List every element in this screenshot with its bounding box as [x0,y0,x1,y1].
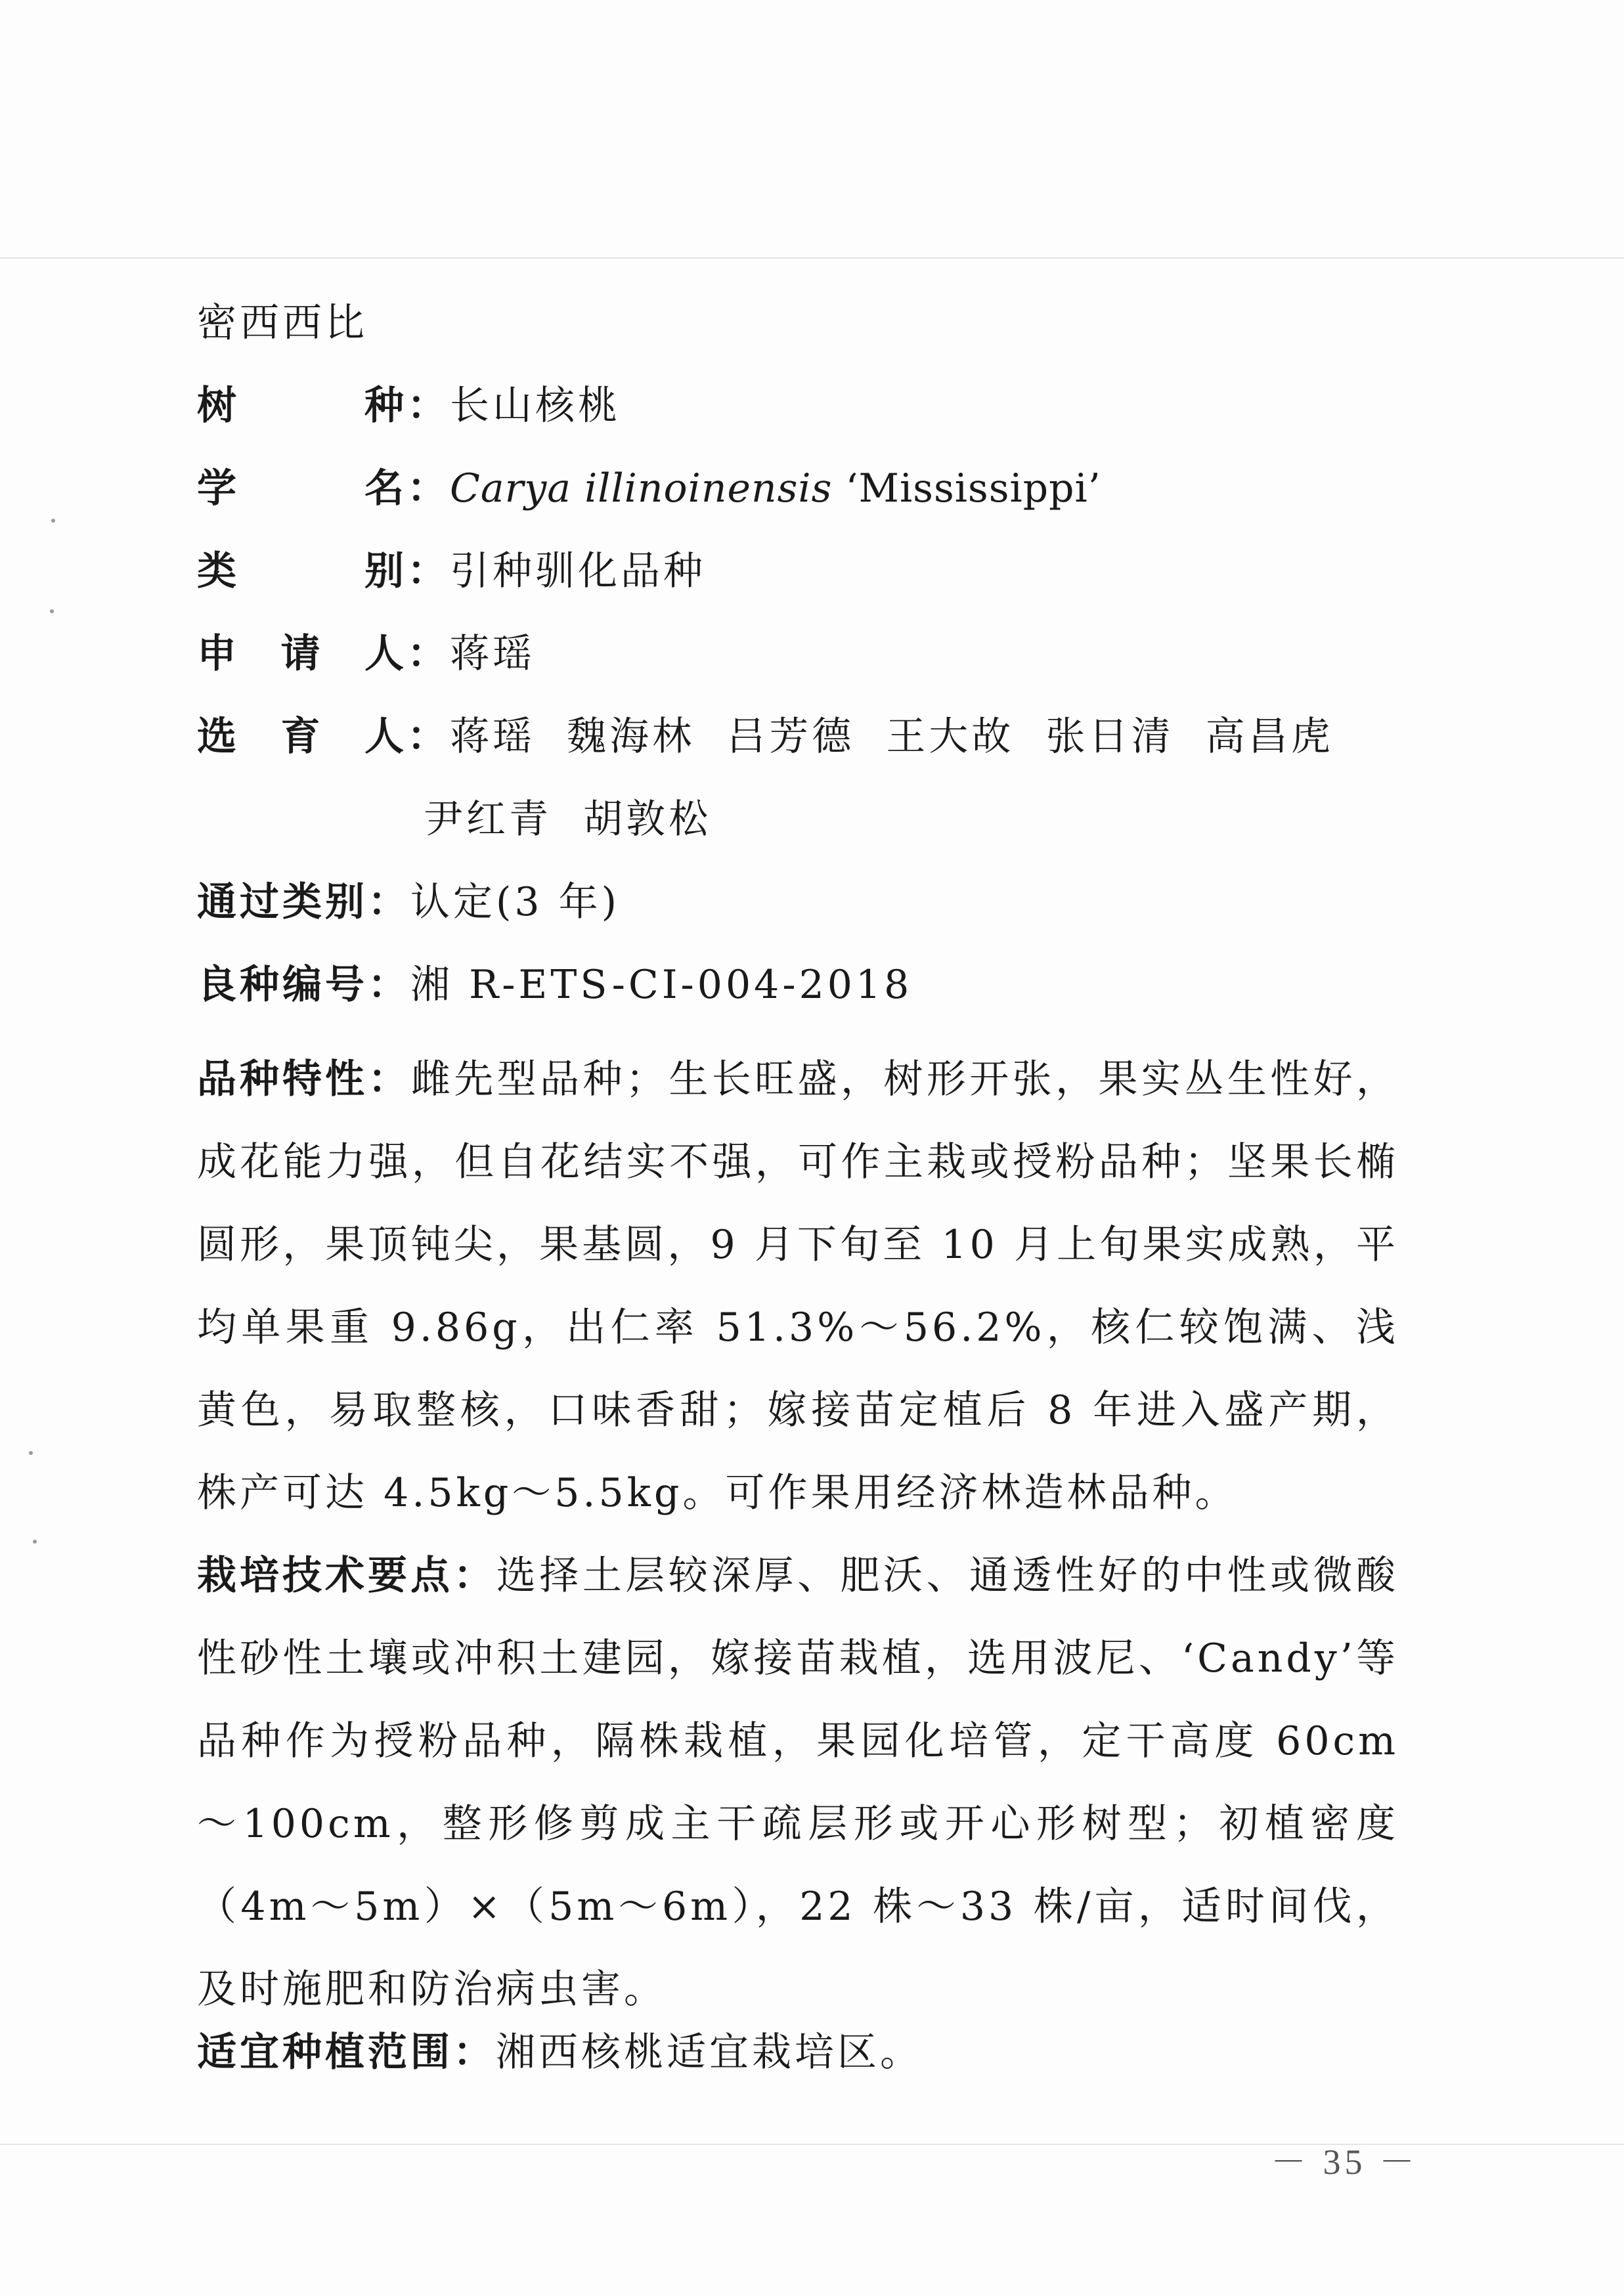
variety-name: 密西西比 [197,300,368,346]
field-label: 类 别 [197,548,407,594]
field-label: 学 名 [197,466,407,511]
cultivar-name: ‘Mississippi’ [832,466,1101,511]
field-label: 申 请 人 [197,631,407,677]
scan-speck [33,1540,37,1544]
scan-edge-top [0,257,1624,259]
field-suitable-area: 适宜种植范围：湘西核桃适宜栽培区。 [197,2029,923,2075]
field-label: 通过类别 [197,879,368,925]
field-label: 选 育 人 [197,714,407,760]
scan-speck [29,1451,33,1455]
characteristics-paragraph: 品种特性：雌先型品种；生长旺盛，树形开张，果实丛生性好，成花能力强，但自花结实不强，可作主栽或授粉品种；坚果长椭圆形，果顶钝尖，果基圆，9 月下旬至 10 月上旬果实成熟，平均单果重 9.86g，出仁率 51.3%～56.2%，核仁较饱满、浅黄色，易取整核，口味香甜；嫁接苗定植后 8 年进入盛产期，株产可达 4.5kg～5.5kg。可作果用经济林造林品种。 [197,1038,1399,1534]
field-scientific-name: 学 名 ：Carya illinoinensis ‘Mississippi’ [197,466,1101,511]
field-label: 品种特性 [197,1056,368,1102]
field-applicant: 申 请 人 ：蒋瑶 [197,631,535,677]
field-value: 长山核桃 [450,383,621,429]
field-breeders: 选 育 人 ：蒋瑶 魏海林 吕芳德 王大故 张日清 高昌虎 [197,714,1334,760]
field-label: 良种编号 [197,962,368,1008]
field-label: 栽培技术要点 [197,1553,453,1599]
field-variety-code: 良种编号：湘 R-ETS-CI-004-2018 [197,962,913,1008]
field-value: 蒋瑶 [450,631,535,677]
field-value: 湘西核桃适宜栽培区。 [496,2029,923,2075]
latin-name: Carya illinoinensis [450,466,833,511]
field-breeders-cont: 尹红青 胡敦松 [424,796,712,842]
field-value: 湘 R-ETS-CI-004-2018 [410,962,913,1008]
field-label: 适宜种植范围 [197,2029,453,2075]
variety-title [197,299,368,347]
field-approval-type: 通过类别：认定(3 年) [197,879,621,925]
field-value: 蒋瑶 魏海林 吕芳德 王大故 张日清 高昌虎 [450,714,1334,760]
field-label: 树 种 [197,383,407,429]
scan-speck [50,609,54,613]
field-value: 引种驯化品种 [450,548,706,594]
cultivation-paragraph: 栽培技术要点：选择土层较深厚、肥沃、通透性好的中性或微酸性砂性土壤或冲积土建园，嫁接苗栽植，选用波尼、‘Candy’等品种作为授粉品种，隔株栽植，果园化培管，定干高度 60cm～100cm，整形修剪成主干疏层形或开心形树型；初植密度（4m～5m）×（5m～6m），22 株～33 株/亩，适时间伐，及时施肥和防治病虫害。 [197,1534,1399,2031]
scan-speck [51,519,55,523]
page-number: － 35 － [1271,2142,1418,2182]
field-value: 选择土层较深厚、肥沃、通透性好的中性或微酸性砂性土壤或冲积土建园，嫁接苗栽植，选用波尼、‘Candy’等品种作为授粉品种，隔株栽植，果园化培管，定干高度 60cm～100cm，整形修剪成主干疏层形或开心形树型；初植密度（4m～5m）×（5m～6m），22 株～33 株/亩，适时间伐，及时施肥和防治病虫害。 [197,1553,1399,2012]
field-tree-species: 树 种 ：长山核桃 [197,383,621,429]
field-value: 认定(3 年) [410,879,621,925]
field-value: 雌先型品种；生长旺盛，树形开张，果实丛生性好，成花能力强，但自花结实不强，可作主栽或授粉品种；坚果长椭圆形，果顶钝尖，果基圆，9 月下旬至 10 月上旬果实成熟，平均单果重 9.86g，出仁率 51.3%～56.2%，核仁较饱满、浅黄色，易取整核，口味香甜；嫁接苗定植后 8 年进入盛产期，株产可达 4.5kg～5.5kg。可作果用经济林造林品种。 [197,1056,1399,1516]
field-category: 类 别 ：引种驯化品种 [197,548,706,594]
